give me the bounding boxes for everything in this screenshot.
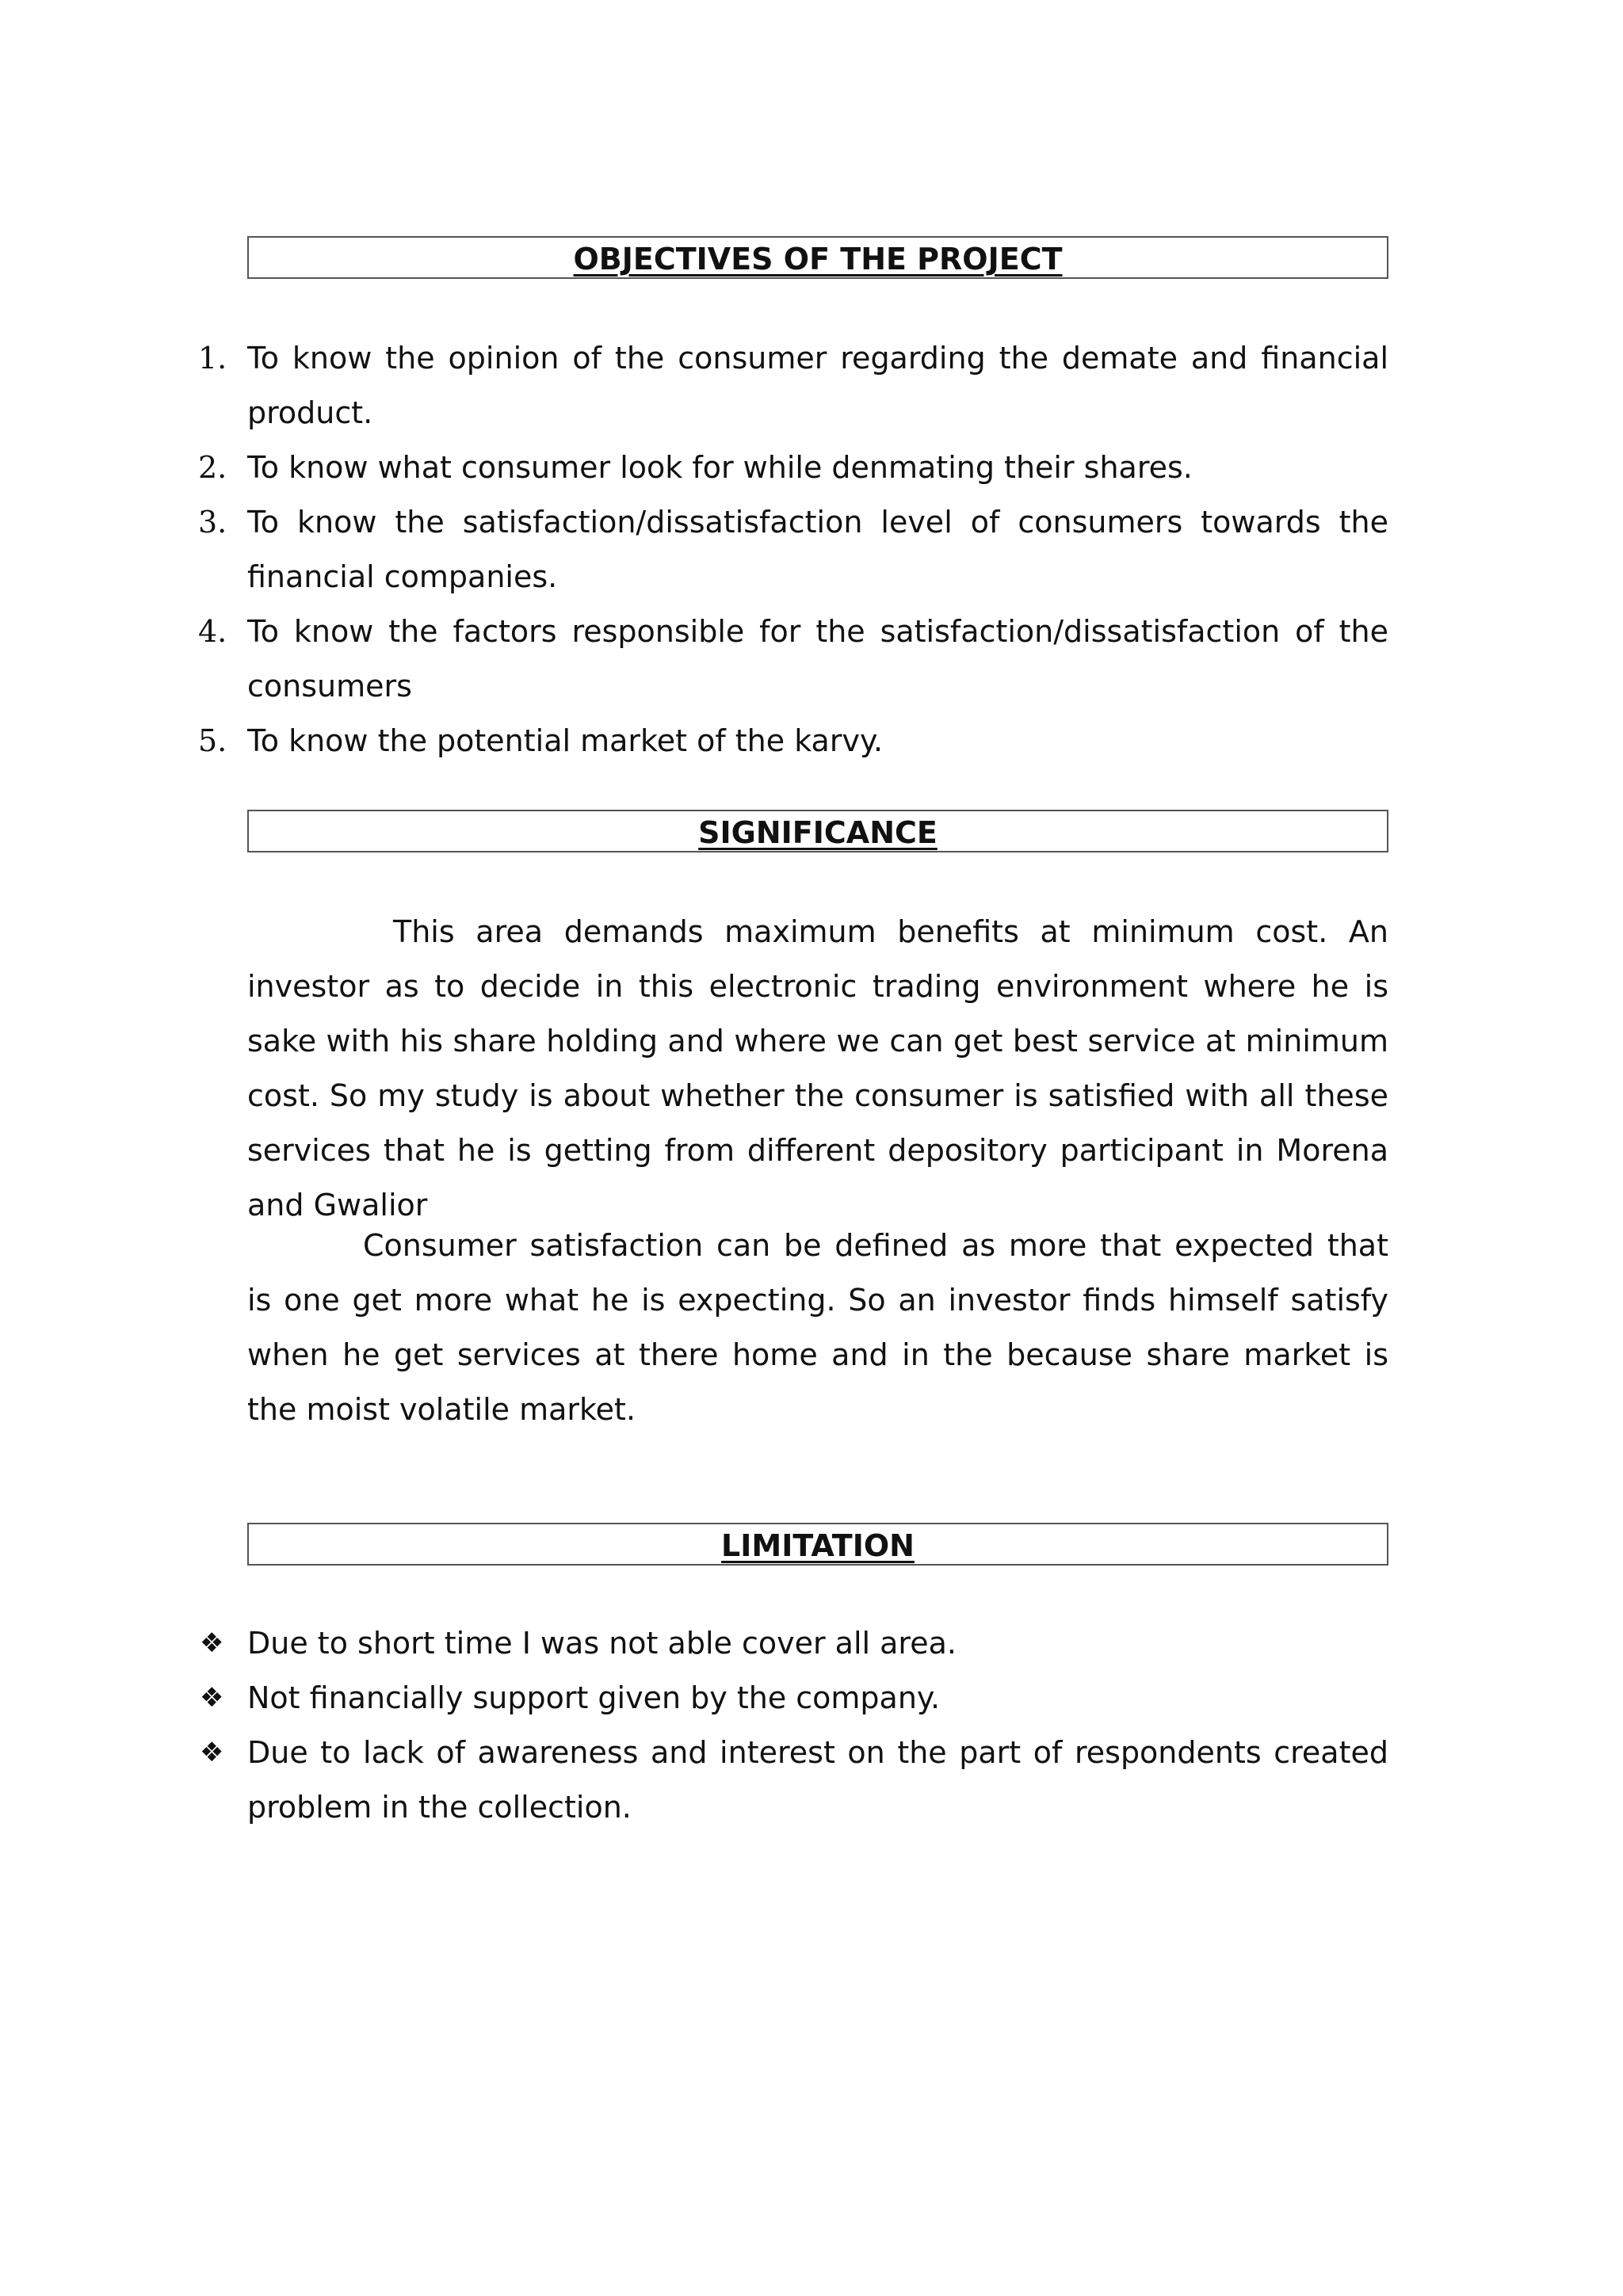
limitation-list [0,1616,1623,1835]
list-text: Not financially support given by the company. [247,1680,941,1715]
four-diamond-bullet-icon: ❖ [200,1737,224,1768]
list-text: Due to short time I was not able cover all area. [247,1626,957,1661]
four-diamond-bullet-icon: ❖ [200,1682,224,1714]
list-text: To know the potential market of the karvy. [247,723,884,758]
list-item [0,495,1623,605]
list-item [0,441,1623,495]
list-number: 5. [198,723,227,758]
list-item [0,1726,1623,1835]
four-diamond-bullet-icon: ❖ [200,1627,224,1659]
list-number: 2. [198,450,227,485]
list-text: To know the opinion of the consumer regarding the demate and financial product. [247,341,1388,430]
list-text: To know what consumer look for while denmating their shares. [247,450,1193,485]
list-item [0,714,1623,769]
objectives-list [0,331,1623,769]
list-item [0,1616,1623,1671]
list-text: To know the satisfaction/dissatisfaction level of consumers towards the financial companies. [247,505,1388,594]
list-number: 4. [198,614,227,649]
list-item [0,1671,1623,1726]
list-text: To know the factors responsible for the satisfaction/dissatisfaction of the consumers [247,614,1388,704]
significance-paragraph-2: Consumer satisfaction can be defined as more that expected that is one get more what he is expecting. So an investor finds himself satisfy when he get services at there home and in the because share market is the moist volatile market. [247,1228,1388,1427]
limitation-heading: LIMITATION [247,1523,1388,1566]
list-item [0,331,1623,441]
objectives-heading: OBJECTIVES OF THE PROJECT [247,236,1388,279]
list-item [0,605,1623,714]
list-number: 1. [198,341,227,376]
list-text: Due to lack of awareness and interest on the part of respondents created problem in the collection. [247,1735,1388,1825]
significance-heading: SIGNIFICANCE [247,810,1388,852]
significance-paragraph-1: This area demands maximum benefits at minimum cost. An investor as to decide in this electronic trading environment where he is sake with his share holding and where we can get best service at minimum cost. So my study is about whether the consumer is satisfied with all these services that he is getting from different depository participant in Morena and Gwalior [247,914,1388,1222]
list-number: 3. [198,505,227,540]
